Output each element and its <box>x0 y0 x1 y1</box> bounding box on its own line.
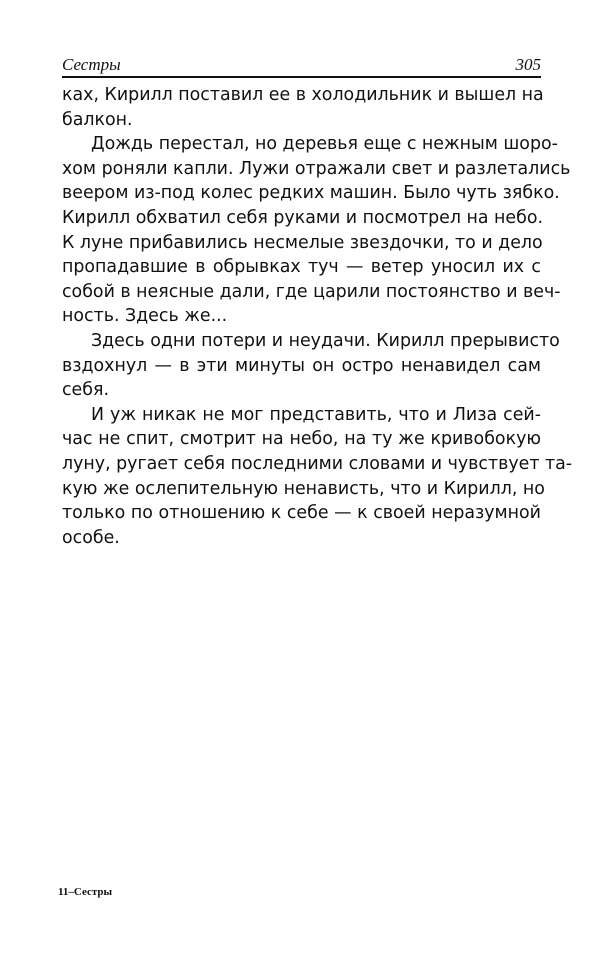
text-line: веером из-под колес редких машин. Было чуть зябко. <box>62 183 560 204</box>
paragraph-2 <box>62 132 571 329</box>
text-line: ность. Здесь же... <box>62 306 228 327</box>
text-line: кую же ослепительную ненависть, что и Кирилл, но <box>62 478 545 499</box>
text-line: Кирилл обхватил себя руками и посмотрел на небо. <box>62 207 543 228</box>
text-line: собой в неясные дали, где царили постоянство и веч- <box>62 281 561 302</box>
text-line: ках, Кирилл поставил ее в холодильник и вышел на <box>62 85 544 105</box>
text-line: хом роняли капли. Лужи отражали свет и разлетались <box>62 158 571 179</box>
text-line: час не спит, смотрит на небо, на ту же кривобокую <box>62 429 541 450</box>
text-line: балкон. <box>62 109 133 130</box>
text-line: луну, ругает себя последними словами и чувствует та- <box>62 453 573 474</box>
text-line: особе. <box>62 527 120 548</box>
text-line: только по отношению к себе — к своей неразумной <box>62 503 541 524</box>
paragraph-4 <box>62 403 573 551</box>
body-text <box>62 83 573 550</box>
running-head <box>62 56 541 78</box>
running-title: Сестры <box>62 55 121 74</box>
text-line: пропадавшие в обрывках туч — ветер уносил их с <box>62 257 541 278</box>
text-line: себя. <box>62 380 109 401</box>
text-line: Здесь одни потери и неудачи. Кирилл прерывисто <box>91 330 560 351</box>
book-page <box>62 55 573 550</box>
text-line: вздохнул — в эти минуты он остро ненавидел сам <box>62 355 541 376</box>
paragraph-1 <box>62 83 544 132</box>
text-line: Дождь перестал, но деревья еще с нежным шоро- <box>91 134 558 155</box>
text-line: К луне прибавились несмелые звездочки, то и дело <box>62 232 543 253</box>
text-line: И уж никак не мог представить, что и Лиза сей- <box>91 404 541 425</box>
page-number: 305 <box>515 55 541 74</box>
print-signature: 11–Сестры <box>58 886 113 898</box>
paragraph-3 <box>62 329 560 403</box>
